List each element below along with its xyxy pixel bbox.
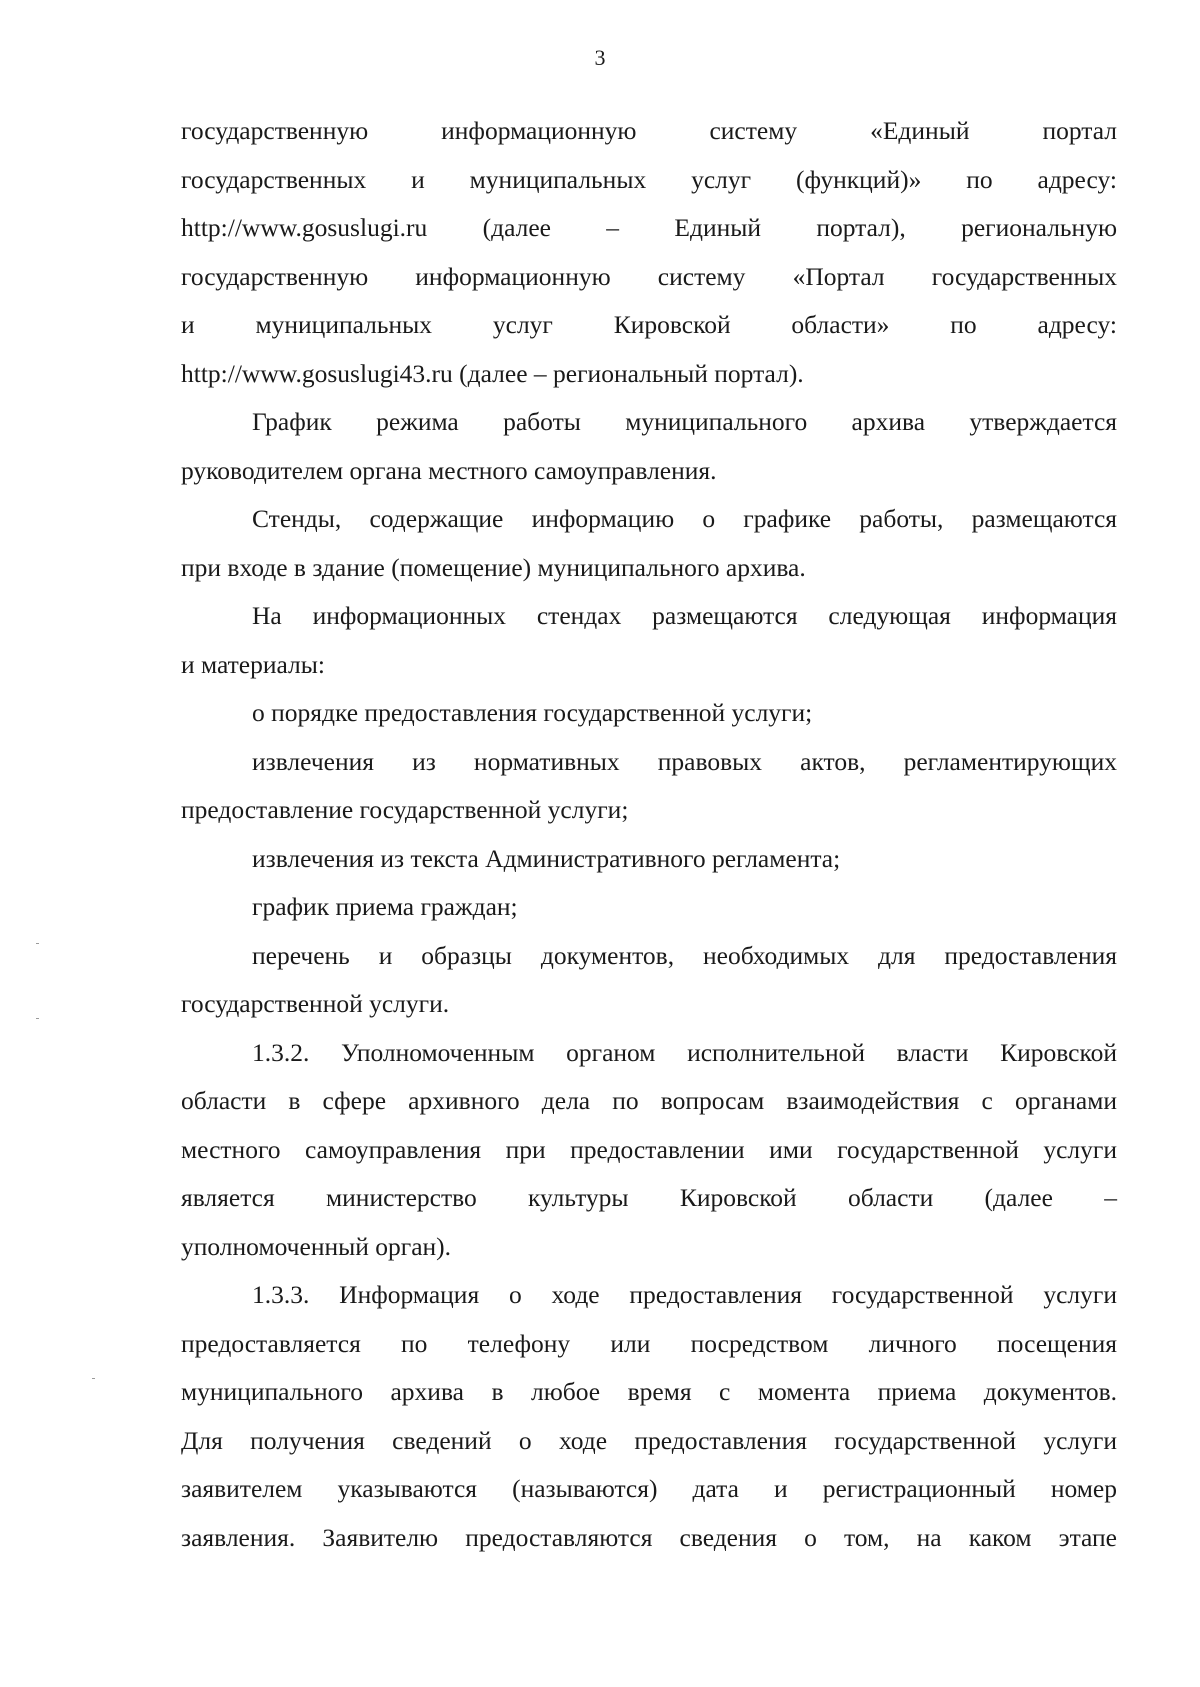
text-line: На информационных стендах размещаются следующая информация bbox=[252, 601, 1117, 630]
scan-speck bbox=[36, 943, 39, 944]
text-line: http://www.gosuslugi.ru (далее – Единый портал), региональную bbox=[181, 213, 1117, 242]
text-line: заявления. Заявителю предоставляются сведения о том, на каком этапе bbox=[181, 1522, 1117, 1552]
text-line: извлечения из нормативных правовых актов, регламентирующих bbox=[252, 746, 1117, 776]
text-line: Для получения сведений о ходе предоставления государственной услуги bbox=[181, 1425, 1117, 1455]
text-line: предоставление государственной услуги; bbox=[181, 795, 629, 824]
text-line: предоставляется по телефону или посредством личного посещения bbox=[181, 1328, 1117, 1358]
list-item bbox=[181, 883, 1117, 932]
text-line: и муниципальных услуг Кировской области» по адресу: bbox=[181, 310, 1117, 339]
text-line: Стенды, содержащие информацию о графике работы, размещаются bbox=[252, 504, 1117, 533]
paragraph-portals bbox=[181, 107, 1117, 398]
text-line: государственную информационную систему «Единый портал bbox=[181, 116, 1117, 145]
text-line: график приема граждан; bbox=[252, 892, 518, 921]
paragraph-schedule bbox=[181, 398, 1117, 495]
scan-speck bbox=[92, 1378, 95, 1379]
list-item bbox=[181, 738, 1117, 835]
text-line: 1.3.2. Уполномоченным органом исполнительной власти Кировской bbox=[252, 1037, 1117, 1067]
paragraph-1-3-3 bbox=[181, 1271, 1117, 1562]
text-line: о порядке предоставления государственной услуги; bbox=[252, 698, 813, 727]
text-line: местного самоуправления при предоставлении ими государственной услуги bbox=[181, 1134, 1117, 1164]
list-item bbox=[181, 689, 1117, 738]
text-line: государственных и муниципальных услуг (функций)» по адресу: bbox=[181, 164, 1117, 194]
text-line: является министерство культуры Кировской области (далее – bbox=[181, 1183, 1117, 1212]
text-line: уполномоченный орган). bbox=[181, 1231, 452, 1261]
text-line: и материалы: bbox=[181, 649, 325, 679]
text-line: государственную информационную систему «Портал государственных bbox=[181, 261, 1117, 291]
text-line: муниципального архива в любое время с момента приема документов. bbox=[181, 1377, 1117, 1406]
text-line: извлечения из текста Административного регламента; bbox=[252, 843, 841, 873]
paragraph-stand-info bbox=[181, 592, 1117, 689]
text-line: перечень и образцы документов, необходимых для предоставления bbox=[252, 940, 1117, 970]
page-number: 3 bbox=[594, 45, 606, 70]
list-item bbox=[181, 835, 1117, 884]
paragraph-stands bbox=[181, 495, 1117, 592]
list-item bbox=[181, 932, 1117, 1029]
text-line: 1.3.3. Информация о ходе предоставления государственной услуги bbox=[252, 1280, 1117, 1309]
document-body bbox=[181, 107, 1117, 1562]
text-line: http://www.gosuslugi43.ru (далее – региональный портал). bbox=[181, 358, 804, 388]
text-line: области в сфере архивного дела по вопросам взаимодействия с органами bbox=[181, 1086, 1117, 1115]
scan-speck bbox=[36, 1018, 39, 1019]
text-line: при входе в здание (помещение) муниципального архива. bbox=[181, 552, 806, 582]
text-line: государственной услуги. bbox=[181, 989, 450, 1018]
paragraph-1-3-2 bbox=[181, 1029, 1117, 1272]
text-line: График режима работы муниципального архива утверждается bbox=[252, 407, 1117, 436]
text-line: руководителем органа местного самоуправления. bbox=[181, 455, 717, 485]
text-line: заявителем указываются (называются) дата и регистрационный номер bbox=[181, 1474, 1117, 1503]
